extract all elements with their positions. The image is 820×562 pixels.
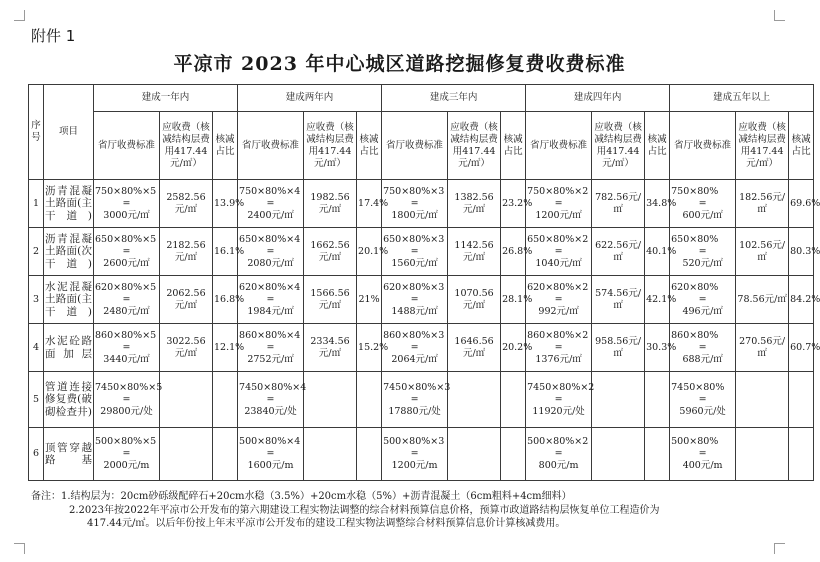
ratio-cell: 30.3%: [645, 324, 670, 372]
table-row: [29, 428, 814, 481]
formula-result: 688元/㎡: [682, 353, 723, 365]
equals-sign: =: [698, 448, 707, 459]
row-seq: 5: [29, 372, 44, 428]
formula-expression: 620×80%×4: [239, 281, 301, 293]
formula-result: 1200元/m: [391, 460, 438, 471]
fee-cell: 1566.56元/㎡: [304, 276, 357, 324]
formula-expression: 620×80%×5: [95, 281, 157, 293]
fee-cell: 1646.56元/㎡: [448, 324, 501, 372]
equals-sign: =: [698, 293, 707, 305]
formula-result: 2600元/㎡: [103, 257, 150, 269]
formula-result: 2000元/m: [103, 460, 150, 471]
formula-result: 400元/m: [682, 460, 723, 471]
formula-result: 496元/㎡: [682, 305, 723, 317]
standard-formula-cell: [382, 180, 448, 228]
equals-sign: =: [554, 393, 563, 405]
fee-cell: 3022.56元/㎡: [160, 324, 213, 372]
ratio-cell: [501, 428, 526, 481]
ratio-cell: [357, 372, 382, 428]
formula-expression: 650×80%×4: [239, 233, 301, 245]
formula-expression: 750×80%: [671, 185, 719, 197]
fee-cell: 574.56元/㎡: [592, 276, 645, 324]
sub-header-fee: 应收费（核减结构层费用417.44元/㎡）: [160, 112, 213, 180]
formula-result: 1040元/㎡: [535, 257, 582, 269]
ratio-cell: 40.1%: [645, 228, 670, 276]
fee-cell: [448, 428, 501, 481]
row-item-name: 沥青混凝土路面(主干道): [44, 180, 94, 228]
ratio-cell: 42.1%: [645, 276, 670, 324]
standard-formula-cell: [238, 180, 304, 228]
row-seq: 1: [29, 180, 44, 228]
document-title: 平凉市 2023 年中心城区道路挖掘修复费收费标准: [173, 53, 626, 75]
formula-result: 1800元/㎡: [391, 209, 438, 221]
corner-mark-bottom-left: [14, 543, 25, 554]
formula-expression: 750×80%×5: [95, 185, 157, 197]
equals-sign: =: [410, 448, 419, 459]
fee-cell: 782.56元/㎡: [592, 180, 645, 228]
formula-expression: 650×80%×3: [383, 233, 445, 245]
fee-cell: [304, 428, 357, 481]
formula-result: 1984元/㎡: [247, 305, 294, 317]
table-row: [29, 180, 814, 228]
formula-expression: 860×80%×3: [383, 329, 445, 341]
ratio-cell: [213, 428, 238, 481]
ratio-cell: 12.1%: [213, 324, 238, 372]
fee-cell: [592, 428, 645, 481]
attachment-label: 附件 1: [31, 27, 76, 45]
header-item: 项目: [44, 85, 94, 180]
standard-formula-cell: [670, 324, 736, 372]
formula-expression: 750×80%×4: [239, 185, 301, 197]
standard-formula-cell: [526, 324, 592, 372]
formula-result: 992元/㎡: [538, 305, 579, 317]
equals-sign: =: [122, 448, 131, 459]
equals-sign: =: [266, 341, 275, 353]
fee-cell: [160, 428, 213, 481]
equals-sign: =: [122, 393, 131, 405]
formula-expression: 860×80%×2: [527, 329, 589, 341]
formula-expression: 7450×80%×4: [239, 381, 307, 393]
sub-header-ratio: 核减占比: [357, 112, 382, 180]
row-seq: 6: [29, 428, 44, 481]
ratio-cell: 23.2%: [501, 180, 526, 228]
formula-expression: 750×80%×2: [527, 185, 589, 197]
standard-formula-cell: [670, 372, 736, 428]
fee-cell: 2182.56元/㎡: [160, 228, 213, 276]
formula-expression: 620×80%×3: [383, 281, 445, 293]
formula-result: 3440元/㎡: [103, 353, 150, 365]
sub-header-fee: 应收费（核减结构层费用417.44元/㎡）: [304, 112, 357, 180]
header-seq: 序号: [29, 85, 44, 180]
equals-sign: =: [266, 197, 275, 209]
equals-sign: =: [266, 393, 275, 405]
fee-cell: 1070.56元/㎡: [448, 276, 501, 324]
formula-result: 600元/㎡: [682, 209, 723, 221]
fee-cell: [160, 372, 213, 428]
formula-result: 17880元/处: [388, 405, 441, 417]
formula-result: 2064元/㎡: [391, 353, 438, 365]
ratio-cell: [789, 428, 814, 481]
equals-sign: =: [122, 197, 131, 209]
row-item-name: 管道连接修复费(破砌检查井): [44, 372, 94, 428]
row-seq: 4: [29, 324, 44, 372]
equals-sign: =: [698, 245, 707, 257]
standard-formula-cell: [670, 276, 736, 324]
ratio-cell: 69.6%: [789, 180, 814, 228]
formula-result: 1600元/m: [247, 460, 294, 471]
fee-cell: 2062.56元/㎡: [160, 276, 213, 324]
ratio-cell: 16.8%: [213, 276, 238, 324]
ratio-cell: 28.1%: [501, 276, 526, 324]
standard-formula-cell: [526, 428, 592, 481]
formula-expression: 7450×80%×3: [383, 381, 451, 393]
equals-sign: =: [554, 197, 563, 209]
standard-formula-cell: [382, 372, 451, 428]
row-seq: 2: [29, 228, 44, 276]
standard-formula-cell: [526, 228, 592, 276]
header-period: 建成两年内: [238, 85, 382, 112]
ratio-cell: 17.4%: [357, 180, 382, 228]
ratio-cell: [645, 372, 670, 428]
note-line: 备注：1.结构层为：20cm砂砾级配碎石+20cm水稳（3.5%）+20cm水稳（5%）+沥青混凝土（6cm粗料+4cm细料）: [31, 491, 572, 502]
standard-formula-cell: [382, 324, 448, 372]
formula-result: 3000元/㎡: [103, 209, 150, 221]
standard-formula-cell: [382, 428, 448, 481]
standard-formula-cell: [382, 276, 448, 324]
equals-sign: =: [554, 341, 563, 353]
equals-sign: =: [698, 393, 707, 405]
row-seq: 3: [29, 276, 44, 324]
standard-formula-cell: [526, 276, 592, 324]
sub-header-standard: 省厅收费标准: [238, 112, 304, 180]
ratio-cell: 16.1%: [213, 228, 238, 276]
ratio-cell: 80.3%: [789, 228, 814, 276]
formula-expression: 7450×80%: [671, 381, 725, 393]
standard-formula-cell: [238, 228, 304, 276]
formula-result: 1200元/㎡: [535, 209, 582, 221]
standard-formula-cell: [670, 428, 736, 481]
formula-result: 800元/m: [538, 460, 579, 471]
equals-sign: =: [122, 341, 131, 353]
sub-header-standard: 省厅收费标准: [94, 112, 160, 180]
table-row: [29, 276, 814, 324]
ratio-cell: [501, 372, 526, 428]
formula-expression: 860×80%×4: [239, 329, 301, 341]
equals-sign: =: [122, 293, 131, 305]
header-period: 建成四年内: [526, 85, 670, 112]
ratio-cell: [357, 428, 382, 481]
formula-expression: 7450×80%×5: [95, 381, 163, 393]
equals-sign: =: [410, 393, 419, 405]
formula-result: 2080元/㎡: [247, 257, 294, 269]
formula-result: 11920元/处: [532, 405, 585, 417]
ratio-cell: 15.2%: [357, 324, 382, 372]
standard-formula-cell: [670, 180, 736, 228]
fee-cell: [304, 372, 357, 428]
fee-cell: [592, 372, 645, 428]
ratio-cell: 13.9%: [213, 180, 238, 228]
equals-sign: =: [266, 245, 275, 257]
table-row: [29, 372, 814, 428]
fee-cell: [736, 372, 789, 428]
formula-result: 1376元/㎡: [535, 353, 582, 365]
formula-result: 2752元/㎡: [247, 353, 294, 365]
formula-result: 2400元/㎡: [247, 209, 294, 221]
note-line: 2.2023年按2022年平凉市公开发布的第六期建设工程实物法调整的综合材料预算信息价格，预算市政道路结构层恢复单位工程造价为: [69, 504, 660, 516]
sub-header-standard: 省厅收费标准: [526, 112, 592, 180]
formula-expression: 500×80%×3: [383, 436, 445, 447]
header-period: 建成三年内: [382, 85, 526, 112]
fee-cell: 182.56元/㎡: [736, 180, 789, 228]
standard-formula-cell: [94, 324, 160, 372]
sub-header-ratio: 核减占比: [501, 112, 526, 180]
sub-header-standard: 省厅收费标准: [670, 112, 736, 180]
formula-result: 1560元/㎡: [391, 257, 438, 269]
formula-expression: 650×80%×5: [95, 233, 157, 245]
equals-sign: =: [410, 341, 419, 353]
standard-formula-cell: [238, 324, 304, 372]
fee-cell: 1982.56元/㎡: [304, 180, 357, 228]
standard-formula-cell: [526, 372, 595, 428]
formula-expression: 500×80%: [671, 436, 719, 447]
table-row: [29, 324, 814, 372]
standard-formula-cell: [94, 428, 160, 481]
formula-expression: 500×80%×4: [239, 436, 301, 447]
formula-result: 5960元/处: [679, 405, 726, 417]
corner-mark-top-right: [774, 10, 785, 21]
standard-formula-cell: [94, 228, 160, 276]
fee-cell: 1382.56元/㎡: [448, 180, 501, 228]
sub-header-standard: 省厅收费标准: [382, 112, 448, 180]
equals-sign: =: [554, 245, 563, 257]
fee-cell: 1142.56元/㎡: [448, 228, 501, 276]
formula-expression: 860×80%×5: [95, 329, 157, 341]
formula-expression: 620×80%: [671, 281, 719, 293]
equals-sign: =: [122, 245, 131, 257]
formula-result: 23840元/处: [244, 405, 297, 417]
sub-header-fee: 应收费（核减结构层费用417.44元/㎡）: [448, 112, 501, 180]
formula-expression: 650×80%: [671, 233, 719, 245]
standard-formula-cell: [94, 180, 160, 228]
row-item-name: 顶管穿越路基: [44, 428, 94, 481]
sub-header-ratio: 核减占比: [213, 112, 238, 180]
fee-cell: [448, 372, 501, 428]
formula-expression: 500×80%×2: [527, 436, 589, 447]
standard-formula-cell: [238, 276, 304, 324]
row-item-name: 水泥混凝土路面(主干道): [44, 276, 94, 324]
ratio-cell: 34.8%: [645, 180, 670, 228]
fee-cell: 102.56元/㎡: [736, 228, 789, 276]
fee-standard-table: [28, 84, 820, 481]
sub-header-ratio: 核减占比: [789, 112, 814, 180]
formula-expression: 7450×80%×2: [527, 381, 595, 393]
ratio-cell: 20.1%: [357, 228, 382, 276]
corner-mark-top-left: [14, 10, 25, 21]
fee-cell: 2582.56元/㎡: [160, 180, 213, 228]
header-period: 建成五年以上: [670, 85, 814, 112]
formula-expression: 750×80%×3: [383, 185, 445, 197]
standard-formula-cell: [94, 276, 160, 324]
header-row-periods: [29, 85, 814, 112]
standard-formula-cell: [382, 228, 448, 276]
equals-sign: =: [266, 293, 275, 305]
equals-sign: =: [554, 293, 563, 305]
fee-cell: 270.56元/㎡: [736, 324, 789, 372]
equals-sign: =: [266, 448, 275, 459]
equals-sign: =: [410, 245, 419, 257]
equals-sign: =: [554, 448, 563, 459]
formula-expression: 860×80%: [671, 329, 719, 341]
sub-header-fee: 应收费（核减结构层费用417.44元/㎡）: [592, 112, 645, 180]
row-item-name: 沥青混凝土路面(次干道): [44, 228, 94, 276]
standard-formula-cell: [670, 228, 736, 276]
table-row: [29, 228, 814, 276]
note-line: 417.44元/㎡。以后年份按上年末平凉市公开发布的建设工程实物法调整综合材料预算信息价计算核减费用。: [87, 518, 566, 529]
formula-result: 520元/㎡: [682, 257, 723, 269]
fee-cell: 2334.56元/㎡: [304, 324, 357, 372]
standard-formula-cell: [238, 372, 307, 428]
fee-cell: 622.56元/㎡: [592, 228, 645, 276]
fee-cell: 958.56元/㎡: [592, 324, 645, 372]
formula-result: 2480元/㎡: [103, 305, 150, 317]
standard-formula-cell: [238, 428, 304, 481]
equals-sign: =: [410, 197, 419, 209]
corner-mark-bottom-right: [774, 543, 785, 554]
header-period: 建成一年内: [94, 85, 238, 112]
standard-formula-cell: [526, 180, 592, 228]
fee-cell: [736, 428, 789, 481]
notes-section: [31, 490, 781, 531]
header-row-subcolumns: [29, 112, 814, 180]
ratio-cell: 84.2%: [789, 276, 814, 324]
formula-expression: 500×80%×5: [95, 436, 157, 447]
sub-header-fee: 应收费（核减结构层费用417.44元/㎡）: [736, 112, 789, 180]
ratio-cell: 26.8%: [501, 228, 526, 276]
equals-sign: =: [698, 197, 707, 209]
ratio-cell: 60.7%: [789, 324, 814, 372]
ratio-cell: 20.2%: [501, 324, 526, 372]
ratio-cell: [645, 428, 670, 481]
fee-cell: 78.56元/㎡: [736, 276, 789, 324]
equals-sign: =: [410, 293, 419, 305]
formula-expression: 620×80%×2: [527, 281, 589, 293]
ratio-cell: [789, 372, 814, 428]
formula-expression: 650×80%×2: [527, 233, 589, 245]
sub-header-ratio: 核减占比: [645, 112, 670, 180]
fee-cell: 1662.56元/㎡: [304, 228, 357, 276]
equals-sign: =: [698, 341, 707, 353]
formula-result: 1488元/㎡: [391, 305, 438, 317]
ratio-cell: 21%: [357, 276, 382, 324]
ratio-cell: [213, 372, 238, 428]
standard-formula-cell: [94, 372, 163, 428]
row-item-name: 水泥砼路面加层: [44, 324, 94, 372]
formula-result: 29800元/处: [100, 405, 153, 417]
